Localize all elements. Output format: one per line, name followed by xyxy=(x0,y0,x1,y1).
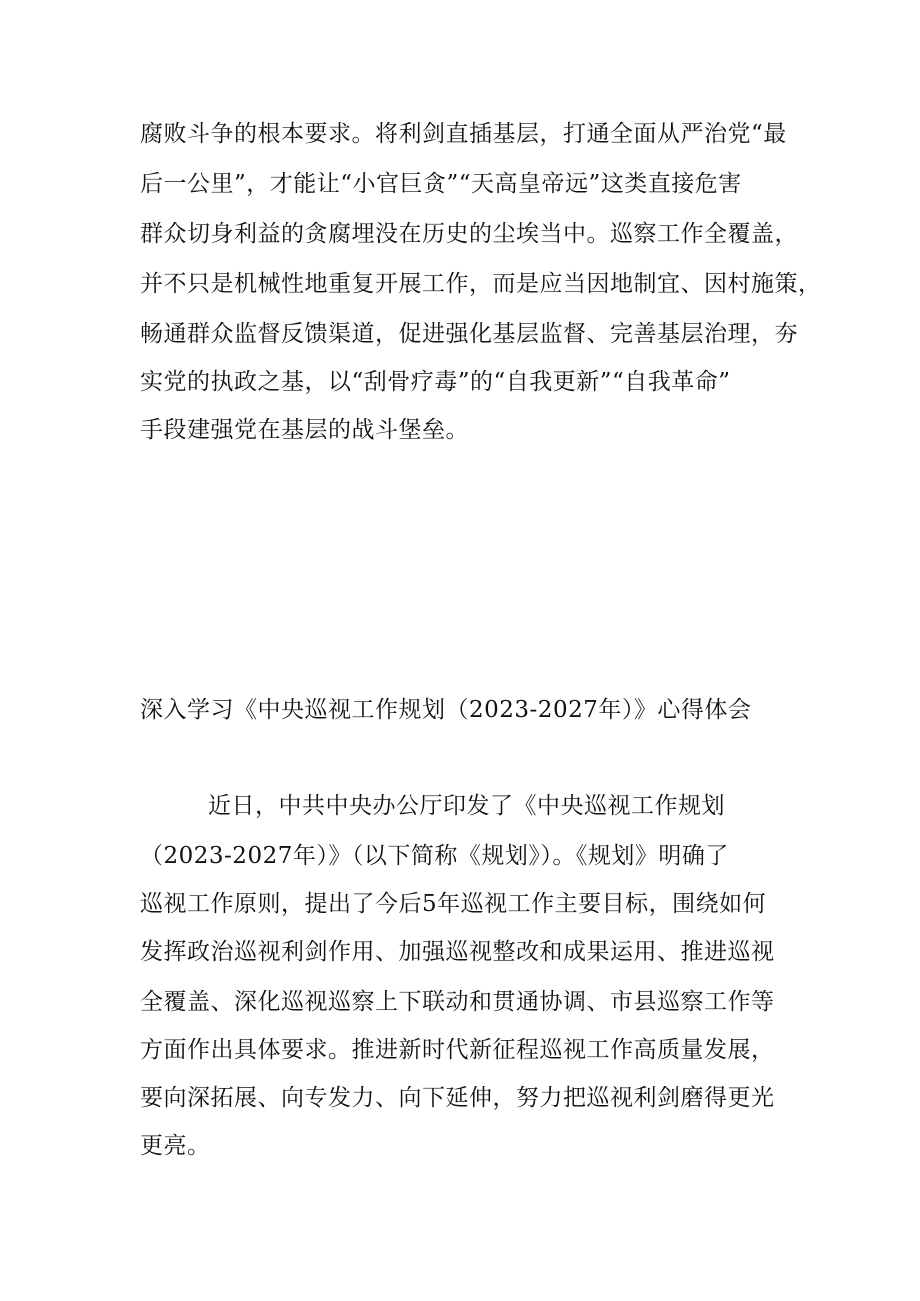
continuation-line-2: 后一公里”，才能让“小官巨贪”“天高皇帝远”这类直接危害 xyxy=(140,171,742,197)
continuation-line-7: 手段建强党在基层的战斗堡垒。 xyxy=(140,417,469,443)
paragraph-line-8: 更亮。 xyxy=(140,1133,211,1159)
continuation-line-3: 群众切身利益的贪腐埋没在历史的尘埃当中。巡察工作全覆盖， xyxy=(140,221,798,247)
paragraph-line-4: 发挥政治巡视利剑作用、加强巡视整改和成果运用、推进巡视 xyxy=(140,939,775,965)
article-title: 深入学习《中央巡视工作规划（2023-2027年）》心得体会 xyxy=(140,697,752,723)
continuation-line-1: 腐败斗争的根本要求。将利剑直插基层，打通全面从严治党“最 xyxy=(140,121,787,147)
continuation-line-4: 并不只是机械性地重复开展工作，而是应当因地制宜、因村施策， xyxy=(140,271,822,297)
paragraph-line-2: （2023-2027年）》（以下简称《规划》）。《规划》明确了 xyxy=(140,843,729,869)
paragraph-line-5: 全覆盖、深化巡视巡察上下联动和贯通协调、市县巡察工作等 xyxy=(140,989,775,1015)
paragraph-line-1: 近日，中共中央办公厅印发了《中央巡视工作规划 xyxy=(208,793,725,819)
continuation-line-5: 畅通群众监督反馈渠道，促进强化基层监督、完善基层治理，夯 xyxy=(140,321,798,347)
paragraph-line-6: 方面作出具体要求。推进新时代新征程巡视工作高质量发展， xyxy=(140,1037,775,1063)
paragraph-line-7: 要向深拓展、向专发力、向下延伸，努力把巡视利剑磨得更光 xyxy=(140,1085,775,1111)
paragraph-line-3: 巡视工作原则，提出了今后5年巡视工作主要目标，围绕如何 xyxy=(140,891,767,917)
continuation-line-6: 实党的执政之基，以“刮骨疗毒”的“自我更新”“自我革命” xyxy=(140,369,731,395)
